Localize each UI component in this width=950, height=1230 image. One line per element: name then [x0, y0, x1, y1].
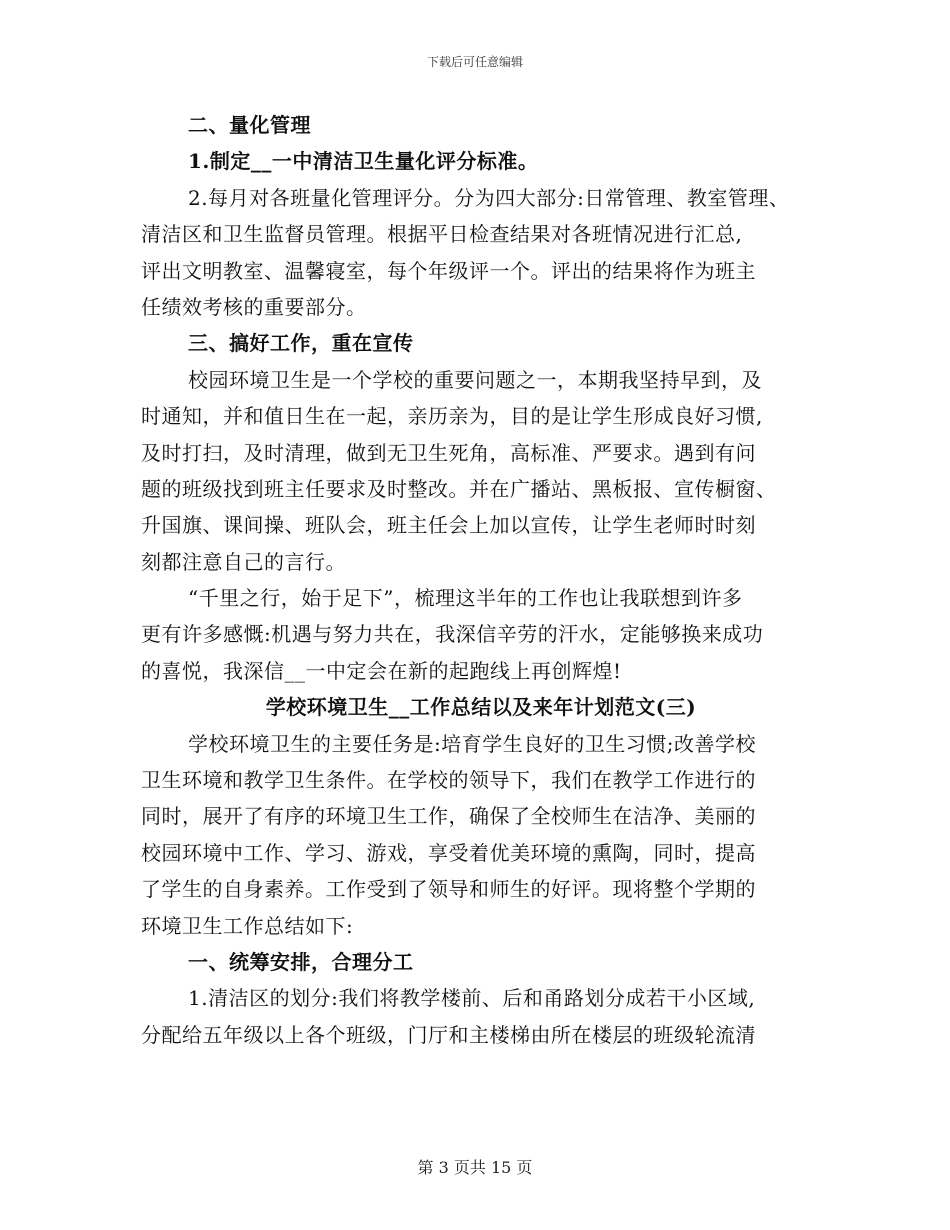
paragraph-line: 题的班级找到班主任要求及时整改。并在广播站、黑板报、宣传橱窗、 — [141, 476, 777, 501]
page-header-note: 下载后可任意编辑 — [426, 55, 523, 69]
paragraph-line: 了学生的自身素养。工作受到了领导和师生的好评。现将整个学期的 — [141, 877, 756, 902]
section-heading: 1.制定__一中清洁卫生量化评分标准。 — [188, 149, 539, 174]
paragraph-line: 卫生环境和教学卫生条件。在学校的领导下，我们在教学工作进行的 — [141, 768, 756, 793]
page-number: 第 3 页共 15 页 — [417, 1158, 533, 1177]
paragraph-line: 任绩效考核的重要部分。 — [141, 294, 367, 319]
section-heading: 三、搞好工作，重在宣传 — [188, 331, 414, 356]
section-heading: 二、量化管理 — [188, 113, 311, 137]
document-body — [141, 107, 821, 1053]
paragraph-line: 及时打扫，及时清理，做到无卫生死角，高标准、严要求。遇到有问 — [141, 440, 756, 465]
paragraph-line: 2.每月对各班量化管理评分。分为四大部分:日常管理、教室管理、 — [188, 185, 790, 210]
paragraph-line: “千里之行，始于足下”，梳理这半年的工作也让我联想到许多 — [188, 586, 743, 611]
paragraph-line: 1.清洁区的划分:我们将教学楼前、后和甬路划分成若干小区域, — [188, 986, 756, 1011]
paragraph-line: 升国旗、课间操、班队会，班主任会上加以宣传，让学生老师时时刻 — [141, 513, 756, 538]
section-heading: 学校环境卫生__工作总结以及来年计划范文(三) — [265, 695, 697, 720]
paragraph-line: 评出文明教室、温馨寝室，每个年级评一个。评出的结果将作为班主 — [141, 258, 756, 283]
section-heading: 一、统筹安排，合理分工 — [188, 949, 414, 974]
paragraph-line: 清洁区和卫生监督员管理。根据平日检查结果对各班情况进行汇总, — [141, 222, 743, 247]
paragraph-line: 刻都注意自己的言行。 — [141, 549, 346, 574]
paragraph-line: 校园环境中工作、学习、游戏，享受着优美环境的熏陶，同时，提高 — [141, 840, 756, 865]
paragraph-line: 校园环境卫生是一个学校的重要问题之一，本期我坚持早到，及 — [188, 367, 762, 392]
paragraph-line: 的喜悦，我深信__一中定会在新的起跑线上再创辉煌! — [141, 658, 622, 683]
paragraph-line: 学校环境卫生的主要任务是:培育学生良好的卫生习惯;改善学校 — [188, 731, 756, 756]
paragraph-line: 同时，展开了有序的环境卫生工作，确保了全校师生在洁净、美丽的 — [141, 804, 756, 829]
paragraph-line: 时通知，并和值日生在一起，亲历亲为，目的是让学生形成良好习惯, — [141, 404, 763, 429]
paragraph-line: 环境卫生工作总结如下: — [141, 913, 354, 938]
paragraph-line: 分配给五年级以上各个班级，门厅和主楼梯由所在楼层的班级轮流清 — [141, 1022, 756, 1047]
paragraph-line: 更有许多感慨:机遇与努力共在，我深信辛劳的汗水，定能够换来成功 — [141, 622, 764, 647]
